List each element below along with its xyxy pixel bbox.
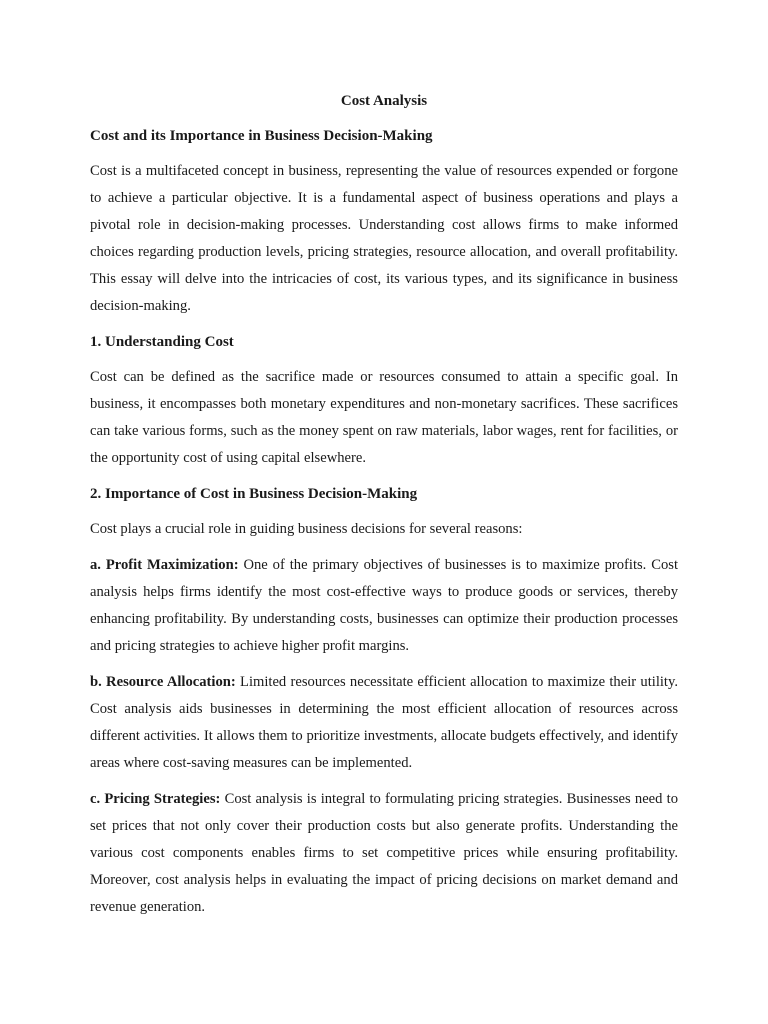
point-text: Limited resources necessitate efficient allocation to maximize their utility. Cost analysis aids businesses in determining the most efficient allocation of resources across different activities. It allows them to prioritize investments, allocate budgets effectively, and identify areas where cost-saving measures can be implemented. — [90, 674, 678, 771]
heading-understanding-cost: 1. Understanding Cost — [90, 334, 234, 350]
section-heading: Cost and its Importance in Business Decision-Making — [90, 128, 433, 144]
document-page — [90, 88, 678, 930]
heading-importance-of-cost: 2. Importance of Cost in Business Decision-Making — [90, 486, 418, 502]
importance-intro-paragraph: Cost plays a crucial role in guiding business decisions for several reasons: — [90, 521, 523, 537]
point-lead: b. Resource Allocation: — [90, 674, 236, 690]
point-lead: a. Profit Maximization: — [90, 557, 239, 573]
point-lead: c. Pricing Strategies: — [90, 791, 221, 807]
point-text: One of the primary objectives of businesses is to maximize profits. Cost analysis helps firms identify the most cost-effective ways to produce goods or services, thereby enhancing profitability. By understanding costs, businesses can optimize their production processes and pricing strategies to achieve higher profit margins. — [90, 557, 679, 654]
document-title: Cost Analysis — [340, 93, 428, 109]
point-resource-allocation — [90, 669, 678, 777]
point-pricing-strategies — [90, 786, 678, 921]
understanding-cost-paragraph: Cost can be defined as the sacrifice made or resources consumed to attain a specific goal. In business, it encompasses both monetary expenditures and non-monetary sacrifices. These sacrifices can take various forms, such as the money spent on raw materials, labor wages, rent for facilities, or the opportunity cost of using capital elsewhere. — [90, 369, 678, 466]
point-profit-maximization — [90, 552, 678, 660]
point-text: Cost analysis is integral to formulating pricing strategies. Businesses need to set prices that not only cover their production costs but also generate profits. Understanding the various cost components enables firms to set competitive prices while ensuring profitability. Moreover, cost analysis helps in evaluating the impact of pricing decisions on market demand and revenue generation. — [90, 791, 678, 915]
intro-paragraph: Cost is a multifaceted concept in business, representing the value of resources expended or forgone to achieve a particular objective. It is a fundamental aspect of business operations and plays a pivotal role in decision-making processes. Understanding cost allows firms to make informed choices regarding production levels, pricing strategies, resource allocation, and overall profitability. This essay will delve into the intricacies of cost, its various types, and its significance in business decision-making. — [90, 163, 678, 314]
